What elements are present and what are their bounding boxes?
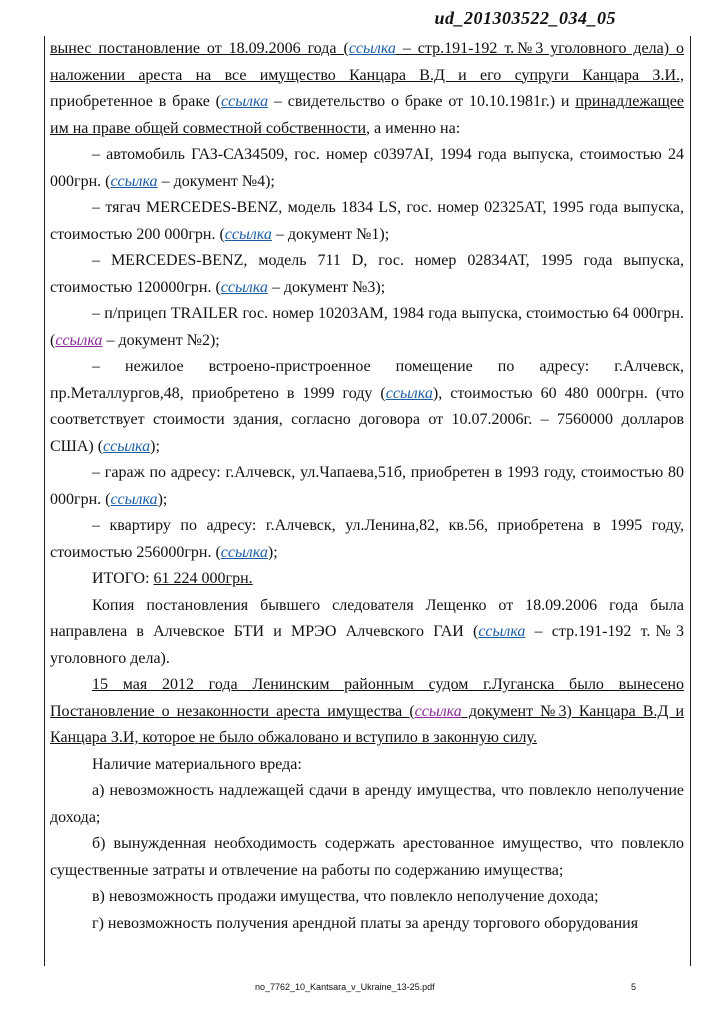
text: – тягач MERCEDES-BENZ, модель 1834 LS, гос. номер 02325АТ, 1995 года выпуска, стоимостью 200 000грн. ( [50, 199, 684, 243]
link[interactable]: ссылка [385, 384, 433, 402]
total-label: ИТОГО: [92, 570, 154, 587]
text: ); [157, 490, 168, 508]
list-item-car [50, 142, 684, 195]
list-item-mercedes [50, 248, 684, 301]
text: приобретенное в браке ( [50, 93, 221, 110]
damage-intro: Наличие материального вреда: [92, 755, 302, 773]
document-body [50, 36, 684, 937]
text: – стр.191-192 т.№3 уголовного дела) [395, 40, 670, 57]
total-amount: 61 224 000грн. [153, 570, 253, 587]
damage-item-c: в) невозможность продажи имущества, что повлекло неполучение дохода; [92, 888, 599, 905]
page-number: 5 [631, 982, 637, 992]
paragraph-arrest-decision [50, 36, 684, 142]
text: принадлежащее им на праве общей совместной собственности [50, 93, 685, 137]
text: – п/прицеп TRAILER гос. номер 10203АМ, 1984 года выпуска, стоимостью 64 000грн. ( [50, 305, 684, 349]
text: ); [267, 543, 278, 561]
right-margin-line [690, 36, 691, 966]
link[interactable]: ссылка [348, 40, 396, 57]
text: – гараж по адресу: г.Алчевск, ул.Чапаева,51б, приобретен в 1993 году, стоимостью 80 000грн. ( [50, 464, 684, 508]
text: ), стоимостью 60 480 000грн. (что соответствует стоимости здания, согласно договора от 10.07.2006г. – 7560000 долларов США) ( [50, 384, 685, 455]
list-item-flat [50, 513, 684, 566]
text: – свидетельство о браке от 10.10.1981г.) и [268, 93, 576, 110]
link[interactable]: ссылка [110, 172, 158, 190]
link[interactable]: ссылка [220, 543, 268, 561]
text: – стр.191-192 т.№3 уголовного дела). [50, 623, 684, 667]
link[interactable]: ссылка [55, 331, 103, 349]
list-item-truck [50, 195, 684, 248]
left-margin-line [44, 36, 45, 966]
text: документ №3) Канцара В.Д и Канцара З.И, которое не было обжаловано и вступило в законную силу. [50, 702, 685, 746]
link[interactable]: ссылка [110, 490, 158, 508]
paragraph-copy-sent [50, 593, 684, 673]
text: вынес постановление от 18.09.2006 года ( [50, 40, 349, 57]
link[interactable]: ссылка [414, 702, 462, 720]
text: Копия постановления бывшего следователя Лещенко от 18.09.2006 года была направлена в Алчевское БТИ и МРЭО Алчевского ГАИ ( [50, 596, 684, 640]
text: – MERCEDES-BENZ, модель 711 D, гос. номер 02834АТ, 1995 года выпуска, стоимостью 120000грн. ( [50, 252, 684, 296]
text: – документ №4); [157, 172, 275, 190]
text: – документ №3); [267, 278, 386, 296]
text: , а именно на: [366, 119, 461, 137]
link[interactable]: ссылка [221, 93, 269, 110]
link[interactable]: ссылка [224, 225, 272, 243]
list-item-premises [50, 354, 684, 460]
list-item-garage [50, 460, 684, 513]
text: – квартиру по адресу: г.Алчевск, ул.Ленина,82, кв.56, приобретена в 1995 году, стоимостью 256000грн. ( [50, 517, 684, 561]
case-id-header: ud_201303522_034_05 [434, 8, 616, 28]
damage-item-b: б) вынужденная необходимость содержать арестованное имущество, что повлекло существенные затраты и отвлечение на работы по содержанию имущества; [50, 835, 684, 879]
text: ); [150, 437, 160, 455]
text: – документ №2); [102, 331, 220, 349]
text: – автомобиль ГАЗ-САЗ4509, гос. номер с0397АІ, 1994 года выпуска, стоимостью 24 000грн. ( [50, 146, 684, 190]
total-line [50, 566, 684, 593]
footer-filename: no_7762_10_Kantsara_v_Ukraine_13-25.pdf [255, 982, 435, 992]
text: 15 мая 2012 года Ленинским районным судом г.Луганска было вынесено Постановление о незаконности ареста имущества ( [50, 676, 684, 720]
link[interactable]: ссылка [478, 623, 526, 640]
text: – нежилое встроено-пристроенное помещение по адресу: г.Алчевск, пр.Металлургов,48, приобретено в 1999 году ( [50, 358, 684, 402]
text: о наложении ареста на все имущество Канцара В.Д и его супруги Канцара З.И., [50, 40, 685, 84]
list-item-trailer [50, 301, 684, 354]
damage-item-a: а) невозможность надлежащей сдачи в аренду имущества, что повлекло неполучение дохода; [50, 782, 684, 826]
paragraph-court-ruling [50, 672, 684, 752]
text: – документ №1); [271, 225, 390, 243]
link[interactable]: ссылка [103, 437, 151, 455]
damage-item-d: г) невозможность получения арендной платы за аренду торгового оборудования [92, 914, 639, 932]
link[interactable]: ссылка [220, 278, 268, 296]
